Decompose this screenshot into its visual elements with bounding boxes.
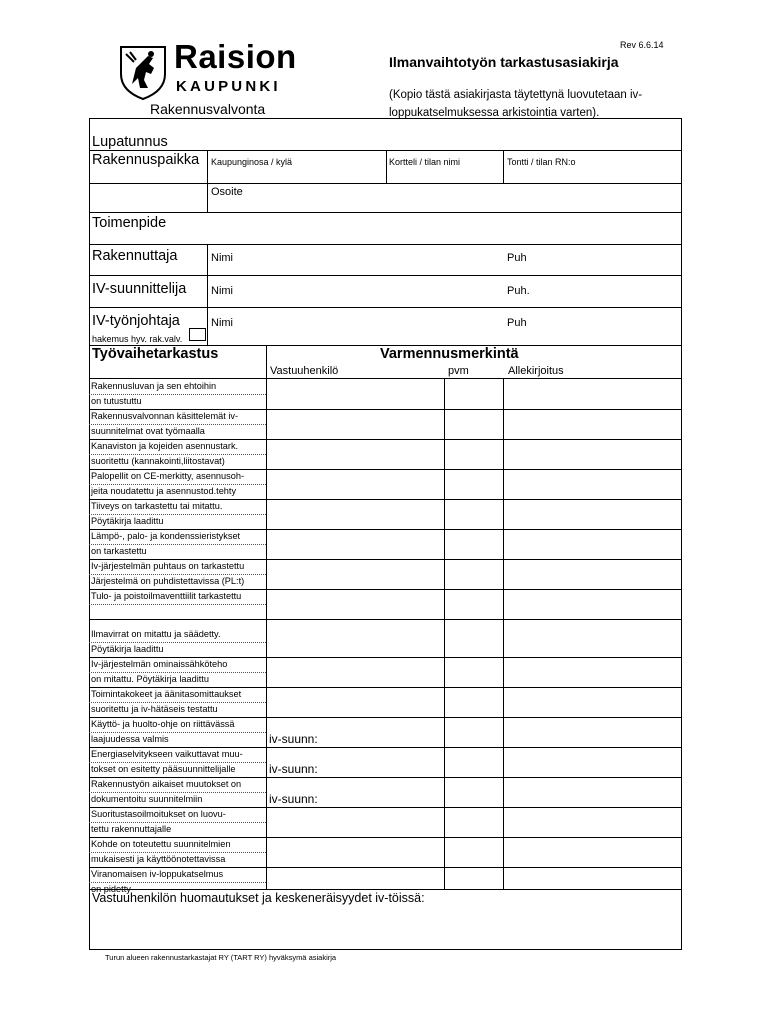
phase-heading: Työvaihetarkastus <box>92 346 219 362</box>
inspection-row-label <box>91 589 266 604</box>
row-cell-date[interactable] <box>445 688 503 716</box>
row-cell-person[interactable] <box>267 530 444 558</box>
col-date-header: pvm <box>448 365 469 377</box>
supervisor-phone-label: Puh <box>507 317 527 329</box>
row-divider-dotted <box>89 852 266 853</box>
row-line-2: suoritettu (kannakointi,liitostavat) <box>91 456 225 466</box>
row-cell-signature[interactable] <box>504 440 681 468</box>
row-line-2: Pöytäkirja laadittu <box>91 644 164 654</box>
row-cell-signature[interactable] <box>504 590 681 618</box>
row-divider-dotted <box>89 882 266 883</box>
row-divider <box>89 619 682 620</box>
row-cell-date[interactable] <box>445 808 503 836</box>
iv-designer-label: iv-suunn: <box>269 792 318 806</box>
row-line-1: Rakennusluvan ja sen ehtoihin <box>91 381 217 391</box>
coat-of-arms-icon <box>118 44 168 100</box>
row-cell-signature[interactable] <box>504 718 681 746</box>
row-line-2: on tarkastettu <box>91 546 147 556</box>
row-line-2: dokumentoitu suunnitelmiin <box>91 794 203 804</box>
district-label: Kaupunginosa / kylä <box>211 157 293 167</box>
row-divider-dotted <box>89 822 266 823</box>
row-cell-date[interactable] <box>445 410 503 438</box>
row-cell-date[interactable] <box>445 838 503 866</box>
row-divider-dotted <box>89 642 266 643</box>
row-cell-date[interactable] <box>445 658 503 686</box>
row-divider-dotted <box>89 424 266 425</box>
row-cell-signature[interactable] <box>504 560 681 588</box>
row-cell-date[interactable] <box>445 440 503 468</box>
row-line-1: Ilmavirrat on mitattu ja säädetty. <box>91 629 221 639</box>
row-divider-dotted <box>89 484 266 485</box>
row-cell-person[interactable] <box>267 440 444 468</box>
row-line-1: Tulo- ja poistoilmaventtiilit tarkastettu <box>91 591 242 601</box>
row-line-1: Iv-järjestelmän puhtaus on tarkastettu <box>91 561 245 571</box>
logo-wordmark: Raision <box>174 38 297 75</box>
row-cell-person[interactable] <box>267 628 444 656</box>
document-title: Ilmanvaihtotyön tarkastusasiakirja <box>389 54 619 70</box>
verify-heading: Varmennusmerkintä <box>380 346 519 362</box>
row-cell-person[interactable] <box>267 560 444 588</box>
row-line-2: laajuudessa valmis <box>91 734 169 744</box>
row-cell-person[interactable] <box>267 808 444 836</box>
address-label: Osoite <box>211 186 243 198</box>
supervisor-label: IV-työnjohtaja <box>92 313 180 329</box>
row-line-1: Energiaselvitykseen vaikuttavat muu- <box>91 749 243 759</box>
row-line-2: tettu rakennuttajalle <box>91 824 172 834</box>
row-divider-dotted <box>89 762 266 763</box>
row-line-1: Lämpö-, palo- ja kondenssieristykset <box>91 531 241 541</box>
logo-subtitle: KAUPUNKI <box>176 78 281 95</box>
row-divider-dotted <box>89 732 266 733</box>
row-divider-dotted <box>89 514 266 515</box>
row-cell-signature[interactable] <box>504 868 681 896</box>
row-line-2: Järjestelmä on puhdistettavissa (PL:t) <box>91 576 245 586</box>
designer-phone-label: Puh. <box>507 285 530 297</box>
builder-phone-label: Puh <box>507 252 527 264</box>
document-note: (Kopio tästä asiakirjasta täytettynä luovutetaan iv- loppukatselmuksessa arkistointia varten). <box>389 89 643 119</box>
row-line-1: Toimintakokeet ja äänitasomittaukset <box>91 689 242 699</box>
row-cell-date[interactable] <box>445 748 503 776</box>
row-cell-person[interactable] <box>267 590 444 618</box>
row-cell-signature[interactable] <box>504 380 681 408</box>
footer-note: Turun alueen rakennustarkastajat RY (TART RY) hyväksymä asiakirja <box>105 953 337 962</box>
row-cell-signature[interactable] <box>504 778 681 806</box>
row-cell-person[interactable] <box>267 838 444 866</box>
designer-name-label: Nimi <box>211 285 233 297</box>
row-cell-signature[interactable] <box>504 838 681 866</box>
row-cell-signature[interactable] <box>504 530 681 558</box>
row-divider-dotted <box>89 702 266 703</box>
row-cell-signature[interactable] <box>504 658 681 686</box>
row-divider-dotted <box>89 604 266 605</box>
iv-designer-label: iv-suunn: <box>269 762 318 776</box>
row-line-2: Pöytäkirja laadittu <box>91 516 164 526</box>
row-divider-dotted <box>89 574 266 575</box>
revision-label: Rev 6.6.14 <box>620 40 664 50</box>
row-divider-dotted <box>89 672 266 673</box>
site-label: Rakennuspaikka <box>92 152 200 168</box>
row-line-1: Rakennustyön aikaiset muutokset on <box>91 779 242 789</box>
block-label: Kortteli / tilan nimi <box>389 157 461 167</box>
approval-checkbox[interactable] <box>189 328 206 341</box>
row-line-1: Käyttö- ja huolto-ohje on riittävässä <box>91 719 235 729</box>
row-line-1: Suoritustasoilmoitukset on luovu- <box>91 809 226 819</box>
row-cell-person[interactable] <box>267 380 444 408</box>
row-line-1: Viranomaisen iv-loppukatselmus <box>91 869 224 879</box>
designer-label: IV-suunnittelija <box>92 281 187 297</box>
row-line-2: on tutustuttu <box>91 396 142 406</box>
row-line-1: Kohde on toteutettu suunnitelmien <box>91 839 231 849</box>
row-cell-person[interactable] <box>267 470 444 498</box>
row-divider-dotted <box>89 454 266 455</box>
row-cell-person[interactable] <box>267 688 444 716</box>
row-cell-signature[interactable] <box>504 808 681 836</box>
row-line-1: Palopellit on CE-merkitty, asennusoh- <box>91 471 245 481</box>
row-line-2: tokset on esitetty pääsuunnittelijalle <box>91 764 236 774</box>
row-cell-date[interactable] <box>445 718 503 746</box>
row-cell-date[interactable] <box>445 590 503 618</box>
row-divider-dotted <box>89 792 266 793</box>
builder-name-label: Nimi <box>211 252 233 264</box>
row-cell-signature[interactable] <box>504 688 681 716</box>
row-divider-dotted <box>89 394 266 395</box>
iv-designer-label: iv-suunn: <box>269 732 318 746</box>
row-line-1: Iv-järjestelmän ominaissähköteho <box>91 659 228 669</box>
row-cell-date[interactable] <box>445 530 503 558</box>
col-signature-header: Allekirjoitus <box>508 365 564 377</box>
permit-id-label: Lupatunnus <box>92 134 168 150</box>
supervisor-name-label: Nimi <box>211 317 233 329</box>
plot-label: Tontti / tilan RN:o <box>507 157 576 167</box>
row-line-2: on mitattu. Pöytäkirja laadittu <box>91 674 209 684</box>
row-divider-dotted <box>89 544 266 545</box>
row-cell-signature[interactable] <box>504 470 681 498</box>
supervisor-note: hakemus hyv. rak.valv. <box>92 334 183 344</box>
city-logo <box>118 38 308 100</box>
row-cell-signature[interactable] <box>504 410 681 438</box>
row-line-2: suoritettu ja iv-hätäseis testattu <box>91 704 218 714</box>
row-cell-date[interactable] <box>445 778 503 806</box>
row-cell-date[interactable] <box>445 500 503 528</box>
row-cell-date[interactable] <box>445 560 503 588</box>
row-line-1: Kanaviston ja kojeiden asennustark. <box>91 441 239 451</box>
row-cell-signature[interactable] <box>504 748 681 776</box>
row-line-2: jeita noudatettu ja asennustod.tehty <box>91 486 237 496</box>
builder-label: Rakennuttaja <box>92 248 178 264</box>
row-cell-date[interactable] <box>445 470 503 498</box>
department-label: Rakennusvalvonta <box>150 101 266 117</box>
row-line-2: on pidetty <box>91 884 131 894</box>
row-line-1: Rakennusvalvonnan käsittelemät iv- <box>91 411 239 421</box>
row-line-2: suunnitelmat ovat työmaalla <box>91 426 205 436</box>
row-cell-date[interactable] <box>445 868 503 896</box>
row-cell-date[interactable] <box>445 380 503 408</box>
row-cell-person[interactable] <box>267 410 444 438</box>
row-cell-date[interactable] <box>445 628 503 656</box>
row-line-2: mukaisesti ja käyttöönotettavissa <box>91 854 226 864</box>
remarks-label: Vastuuhenkilön huomautukset ja keskeneräisyydet iv-töissä: <box>92 891 425 905</box>
row-cell-person[interactable] <box>267 658 444 686</box>
row-cell-signature[interactable] <box>504 628 681 656</box>
row-line-1: Tiiveys on tarkastettu tai mitattu. <box>91 501 223 511</box>
operation-label: Toimenpide <box>92 215 167 231</box>
col-person-header: Vastuuhenkilö <box>270 365 339 377</box>
row-cell-person[interactable] <box>267 500 444 528</box>
row-cell-signature[interactable] <box>504 500 681 528</box>
